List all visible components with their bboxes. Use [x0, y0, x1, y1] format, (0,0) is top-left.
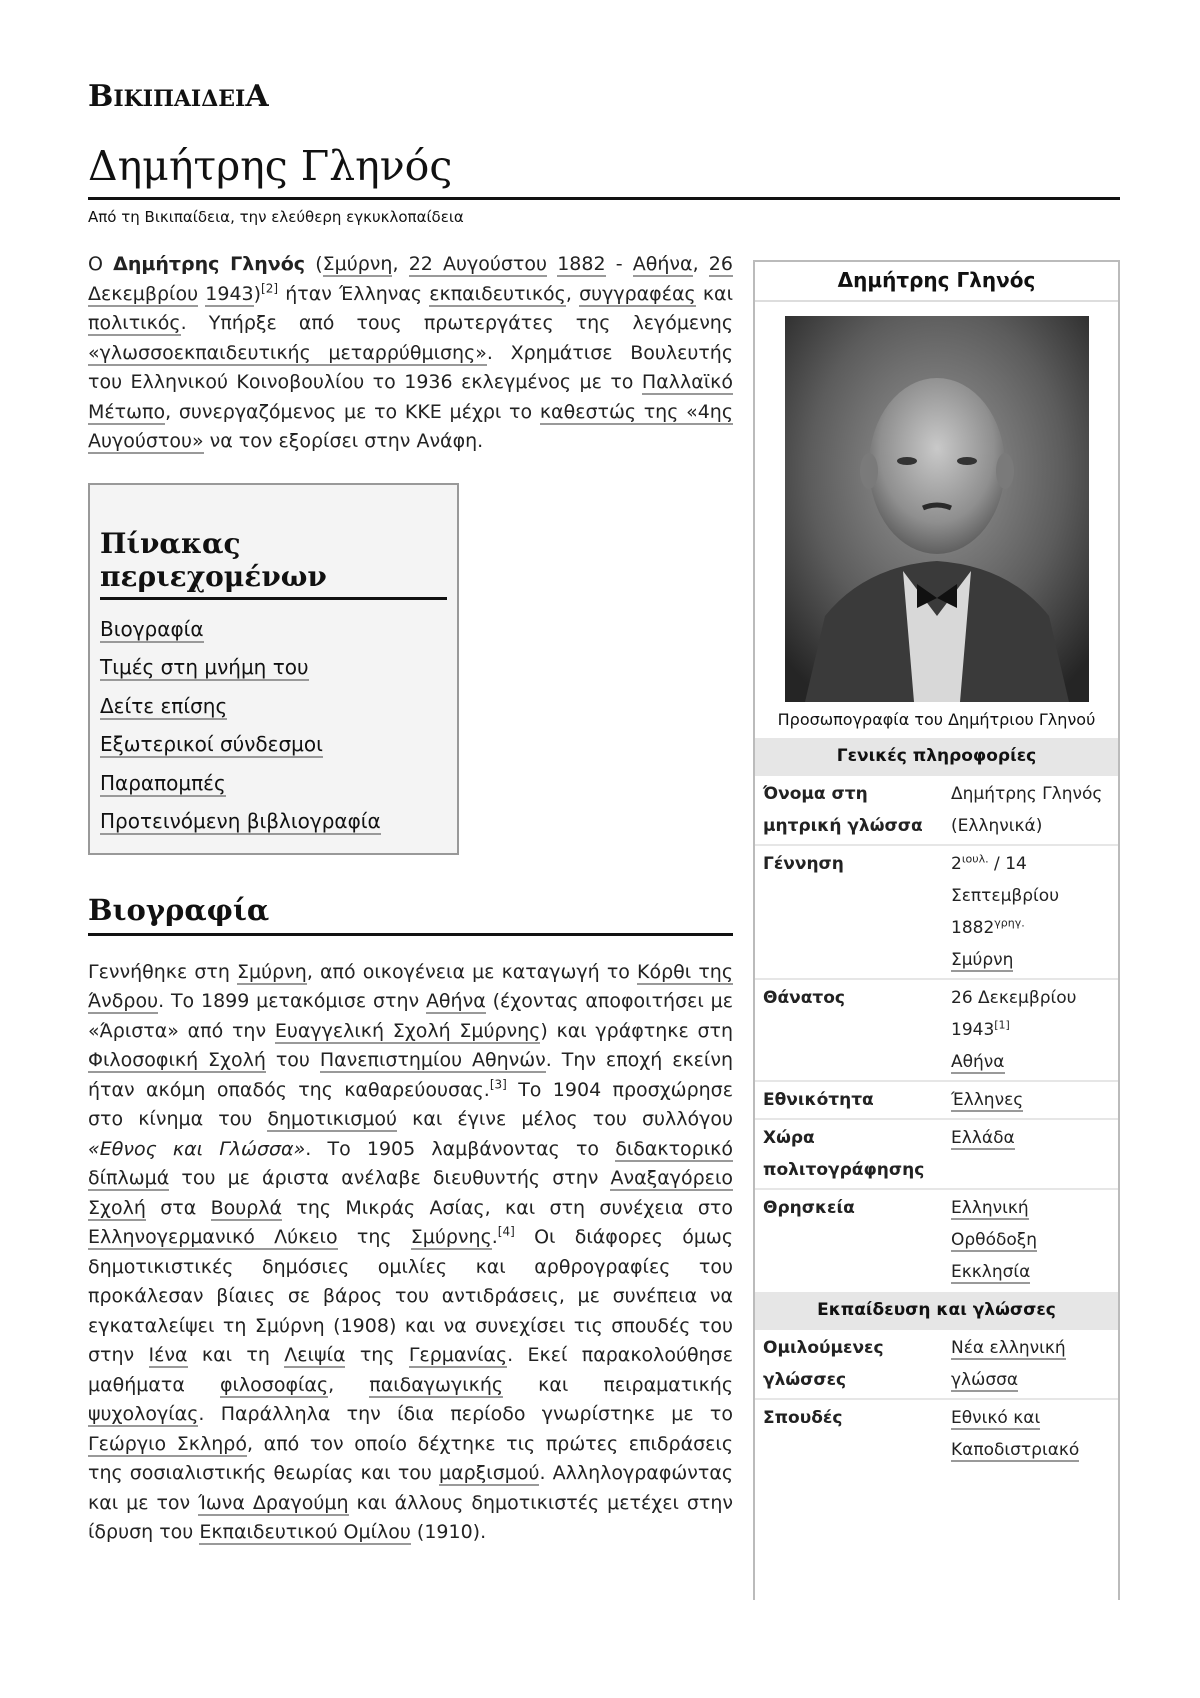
text-run: και πειραματικής — [503, 1373, 733, 1396]
text-run: . Εκεί παρακολούθησε μαθήματα — [88, 1344, 733, 1396]
wiki-link[interactable]: Αναξαγόρειο Σχολή — [88, 1167, 733, 1219]
infobox-row-value — [951, 1122, 1118, 1186]
biography-paragraph — [88, 958, 733, 1548]
section-heading-biography: Βιογραφία — [88, 893, 733, 936]
text-run: . Την εποχή εκείνη ήταν ακόμη οπαδός της καθαρεύουσας. — [88, 1049, 734, 1101]
wiki-link[interactable]: μαρξισμού — [439, 1462, 540, 1485]
wiki-link[interactable]: Σμύρνης — [410, 1226, 492, 1249]
infobox-row-label: Ομιλούμενες γλώσσες — [763, 1338, 884, 1391]
wiki-link[interactable]: Σμύρνη — [237, 960, 307, 983]
logo-letter: Β — [88, 79, 114, 114]
text-run: του — [265, 1049, 320, 1072]
text-run: , — [328, 1373, 370, 1396]
reference-mark[interactable]: [3] — [489, 1077, 507, 1092]
portrait-caption: Προσωπογραφία του Δημήτριου Γληνού — [777, 710, 1096, 730]
wiki-link[interactable]: Εκπαιδευτικού Ομίλου — [199, 1521, 411, 1544]
infobox-row-value — [951, 1084, 1118, 1116]
toc-item[interactable] — [100, 802, 447, 841]
toc-item-label: Προτεινόμενη βιβλιογραφία — [100, 809, 381, 834]
reference-mark[interactable]: [1] — [994, 1018, 1010, 1032]
toc-item[interactable] — [100, 648, 447, 687]
text-run: , — [692, 253, 709, 276]
infobox-title: Δημήτρης Γληνός — [755, 262, 1118, 302]
wiki-link[interactable]: καθεστώς της «4ης Αυγούστου» — [88, 400, 733, 453]
wiki-link[interactable]: Κόρθι της Άνδρου — [88, 960, 733, 1013]
wiki-link[interactable]: Παλλαϊκό Μέτωπο — [88, 371, 733, 423]
text-run: της Μικράς Ασίας, και στη συνέχεια στο — [282, 1196, 733, 1219]
wiki-link[interactable]: Βουρλά — [210, 1196, 283, 1219]
text-run: Ο — [88, 253, 114, 276]
reference-mark[interactable]: γρηγ. — [994, 916, 1025, 930]
infobox-row-value — [951, 1332, 1118, 1396]
infobox-row — [755, 844, 1118, 978]
toc-item-label: Εξωτερικοί σύνδεσμοι — [100, 732, 323, 757]
text-run: ) — [253, 282, 262, 305]
main-content — [88, 250, 733, 1548]
wiki-link[interactable]: Γεώργιο Σκληρό — [88, 1432, 247, 1455]
text-run: στα — [145, 1196, 211, 1219]
text-run: . Το 1899 μετακόμισε στην — [158, 990, 426, 1013]
portrait-photo[interactable] — [785, 316, 1089, 702]
text-run: / 14 Σεπτεμβρίου 1882 — [951, 854, 1060, 939]
wiki-link[interactable]: ψυχολογίας — [88, 1403, 199, 1426]
text-run: ήταν Έλληνας — [278, 282, 430, 305]
infobox-row — [755, 1118, 1118, 1188]
infobox-row-label: Θάνατος — [763, 988, 845, 1009]
infobox-row-label: Εθνικότητα — [763, 1090, 874, 1111]
text-run: , από τον οποίο δέχτηκε τις πρώτες επιδράσεις της σοσιαλιστικής θεωρίας και του — [88, 1432, 734, 1485]
infobox-row — [755, 1080, 1118, 1118]
text-run: του με άριστα ανέλαβε διευθυντής στην — [169, 1167, 611, 1190]
text-run: . Παράλληλα την ίδια περίοδο γνωρίστηκε με το — [198, 1403, 733, 1426]
text-run: να τον εξορίσει στην Ανάφη. — [203, 430, 484, 453]
wiki-link[interactable]: 1943 — [205, 282, 254, 305]
bold-text: Δημήτρης Γληνός — [113, 253, 306, 276]
text-run: , — [565, 282, 580, 305]
logo-smallcaps: ΙΚΙΠΑΙΔΕΙ — [113, 86, 246, 112]
toc-item[interactable] — [100, 610, 447, 649]
site-tagline: Από τη Βικιπαίδεια, την ελεύθερη εγκυκλοπαίδεια — [88, 208, 464, 227]
infobox-row-value — [951, 778, 1118, 842]
text-run: . Το 1905 λαμβάνοντας το — [305, 1137, 616, 1160]
wiki-link[interactable]: Σμύρνη — [951, 950, 1014, 971]
wiki-link[interactable]: Ελλάδα — [951, 1128, 1015, 1149]
wiki-link[interactable]: 22 Αυγούστου — [408, 253, 547, 276]
text-run: και — [695, 282, 733, 305]
toc-item[interactable] — [100, 725, 447, 764]
wiki-link[interactable]: φιλοσοφίας — [219, 1373, 329, 1396]
italic-text: «Εθνος και Γλώσσα» — [88, 1137, 306, 1160]
wiki-link[interactable]: Φιλοσοφική Σχολή — [88, 1049, 266, 1072]
infobox-row-label: Θρησκεία — [763, 1198, 855, 1219]
text-run: και τη — [187, 1344, 285, 1367]
text-run: της — [337, 1226, 411, 1249]
text-run: και άλλους δημοτικιστές μετέχει στην ίδρυση του — [88, 1491, 734, 1544]
text-run: , συνεργαζόμενος με το ΚΚΕ μέχρι το — [165, 400, 540, 423]
toc-item-label: Δείτε επίσης — [100, 693, 228, 718]
text-run: της — [345, 1344, 409, 1367]
toc-item-label: Παραπομπές — [100, 770, 226, 795]
text-run: Γεννήθηκε στη — [88, 960, 238, 983]
wiki-link[interactable]: Γερμανίας — [408, 1344, 508, 1367]
toc-item-label: Τιμές στη μνήμη του — [100, 655, 309, 680]
wiki-link[interactable]: Ευαγγελική Σχολή Σμύρνης — [274, 1019, 541, 1042]
wiki-link[interactable]: Έλληνες — [951, 1090, 1024, 1111]
wiki-link[interactable]: 1882 — [557, 253, 606, 276]
text-run: , — [392, 253, 409, 276]
text-run: 26 Δεκεμβρίου 1943 — [951, 988, 1077, 1041]
wiki-link[interactable]: «γλωσσοεκπαιδευτικής μεταρρύθμισης» — [88, 341, 487, 364]
wiki-link[interactable]: διδακτορικό δίπλωμά — [88, 1137, 733, 1190]
infobox-row-label: Χώρα πολιτογράφησης — [763, 1128, 925, 1181]
infobox-row-label: Σπουδές — [763, 1408, 843, 1429]
wiki-link[interactable]: Λειψία — [284, 1344, 346, 1367]
toc-item-label: Βιογραφία — [100, 616, 204, 641]
wiki-link[interactable]: δημοτικισμού — [267, 1108, 398, 1131]
text-run — [547, 253, 557, 275]
wiki-link[interactable]: Αθήνα — [632, 253, 693, 276]
toc-item[interactable] — [100, 764, 447, 803]
wiki-link[interactable]: Ιένα — [148, 1344, 188, 1367]
toc-title: Πίνακας περιεχομένων — [100, 527, 447, 600]
text-run: και έγινε μέλος του συλλόγου — [397, 1108, 733, 1131]
wiki-link[interactable]: παιδαγωγικής — [369, 1373, 504, 1396]
text-run: ( — [305, 253, 323, 276]
infobox-row-value — [951, 982, 1118, 1078]
wiki-link[interactable]: Ελληνογερμανικό Λύκειο — [88, 1226, 338, 1249]
wiki-link[interactable]: 26 Δεκεμβρίου — [88, 253, 733, 305]
text-run: . — [491, 1226, 498, 1249]
wiki-link[interactable]: Αθήνα — [951, 1052, 1005, 1073]
wiki-link[interactable]: Σμύρνη — [322, 253, 393, 276]
wikipedia-logo[interactable] — [88, 79, 1120, 114]
intro-paragraph — [88, 250, 733, 457]
text-run: . Υπήρξε από τους πρωτεργάτες της λεγόμενης — [180, 312, 733, 335]
toc-item[interactable] — [100, 687, 447, 726]
text-run: . Χρημάτισε Βουλευτής του Ελληνικού Κοινοβουλίου το 1936 εκλεγμένος με το — [88, 341, 734, 394]
text-run: - — [605, 253, 633, 276]
infobox-row — [755, 1328, 1118, 1398]
infobox-row — [755, 978, 1118, 1080]
wiki-link[interactable]: Εθνικό και Καποδιστριακό — [951, 1408, 1080, 1461]
wiki-link[interactable]: Νέα ελληνική γλώσσα — [951, 1338, 1066, 1391]
infobox-row-label: Όνομα στη μητρική γλώσσα — [763, 784, 923, 837]
infobox-education-rows — [755, 1328, 1118, 1468]
text-run: 2 — [951, 854, 962, 875]
infobox-section-education: Εκπαίδευση και γλώσσες — [755, 1292, 1118, 1328]
wiki-link[interactable]: Ελληνική Ορθόδοξη Εκκλησία — [951, 1198, 1038, 1283]
infobox-row — [755, 774, 1118, 844]
page-title: Δημήτρης Γληνός — [88, 144, 1120, 200]
reference-mark[interactable]: [2] — [261, 281, 279, 296]
text-run: (1910). — [410, 1521, 487, 1544]
infobox-row — [755, 1398, 1118, 1468]
infobox-row-value — [951, 848, 1118, 976]
wiki-link[interactable]: Αθήνα — [425, 990, 486, 1013]
infobox-row-label: Γέννηση — [763, 854, 844, 875]
toc-list — [100, 610, 447, 841]
infobox — [753, 260, 1120, 1600]
wiki-link[interactable]: Ίωνα Δραγούμη — [198, 1491, 349, 1514]
table-of-contents — [88, 483, 459, 855]
text-run: Δημήτρης Γληνός (Ελληνικά) — [951, 784, 1103, 837]
text-run: . Αλληλογραφώντας και με τον — [88, 1462, 733, 1514]
text-run: Το 1904 προσχώρησε στο κίνημα του — [88, 1078, 733, 1131]
wiki-link[interactable]: Πανεπιστημίου Αθηνών — [319, 1049, 546, 1072]
infobox-row — [755, 1188, 1118, 1290]
portrait-image — [785, 316, 1089, 702]
wiki-link[interactable]: πολιτικός — [88, 312, 181, 335]
logo-letter: Α — [245, 79, 269, 114]
text-run: , από οικογένεια με καταγωγή το — [306, 960, 638, 983]
text-run: (έχοντας αποφοιτήσει με «Άριστα» από την — [88, 990, 733, 1042]
wiki-link[interactable]: συγγραφέας — [579, 282, 696, 305]
text-run: ) και γράφτηκε στη — [540, 1019, 733, 1042]
text-run: Οι διάφορες όμως δημοτικιστικές δημόσιες ομιλίες και αρθρογραφίες του προκάλεσαν βίαιες σε βάρος του αντιδράσεις, με συνέπεια να εγκαταλείψει τη Σμύρνη (1908) και να συνεχίσει τις σπουδές του στην — [88, 1226, 733, 1367]
infobox-general-rows — [755, 774, 1118, 1290]
reference-mark[interactable]: [4] — [497, 1224, 515, 1239]
wiki-link[interactable]: εκπαιδευτικός — [429, 282, 566, 305]
reference-mark[interactable]: ιουλ. — [961, 852, 989, 866]
infobox-row-value — [951, 1402, 1118, 1466]
infobox-row-value — [951, 1192, 1118, 1288]
infobox-section-general: Γενικές πληροφορίες — [755, 738, 1118, 774]
